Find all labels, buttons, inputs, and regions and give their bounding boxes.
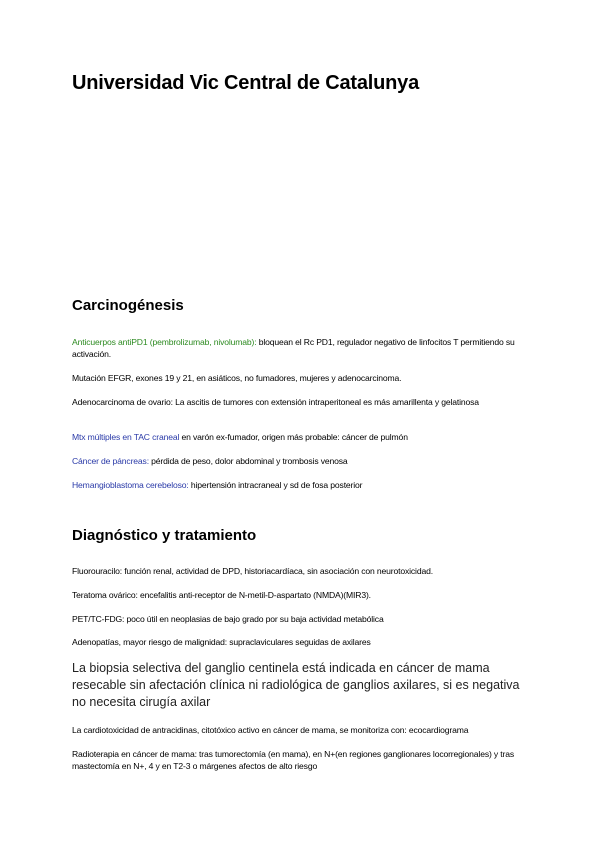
paragraph-text: Teratoma ovárico: encefalitis anti-receptor de N-metil-D-aspartato (NMDA)(MIR3). <box>72 590 371 600</box>
section-heading-diagnostico: Diagnóstico y tratamiento <box>72 527 257 544</box>
paragraph-text: La cardiotoxicidad de antracidinas, citotóxico activo en cáncer de mama, se monitoriza con: ecocardiograma <box>72 725 469 735</box>
highlighted-term: Anticuerpos antiPD1 (pembrolizumab, nivolumab): <box>72 337 257 347</box>
paragraph-text: pérdida de peso, dolor abdominal y trombosis venosa <box>148 456 348 466</box>
paragraph-text: Adenocarcinoma de ovario: La ascitis de tumores con extensión intraperitoneal es más amarillenta y gelatinosa <box>72 397 479 407</box>
paragraph <box>72 455 527 467</box>
paragraph <box>72 431 527 443</box>
highlighted-term: Cáncer de páncreas: <box>72 456 149 466</box>
paragraph-text: en varón ex-fumador, origen más probable: cáncer de pulmón <box>179 432 408 442</box>
paragraph-text: La biopsia selectiva del ganglio centinela está indicada en cáncer de mama resecable sin afectación clínica ni radiológica de ganglios axilares, si es negativa no necesita cirugía axilar <box>72 661 520 709</box>
paragraph-text: PET/TC-FDG: poco útil en neoplasias de bajo grado por su baja actividad metabólica <box>72 614 384 624</box>
paragraph-text: Fluorouracilo: función renal, actividad de DPD, historiacardíaca, sin asociación con neurotoxicidad. <box>72 566 433 576</box>
paragraph <box>72 372 527 384</box>
paragraph <box>72 565 527 577</box>
paragraph-text: Mutación EFGR, exones 19 y 21, en asiáticos, no fumadores, mujeres y adenocarcinoma. <box>72 373 402 383</box>
highlighted-term: Hemangioblastoma cerebeloso: <box>72 480 189 490</box>
paragraph-text: Adenopatías, mayor riesgo de malignidad: supraclaviculares seguidas de axilares <box>72 637 371 647</box>
page-title: Universidad Vic Central de Catalunya <box>72 72 419 94</box>
paragraph-text: hipertensión intracraneal y sd de fosa posterior <box>188 480 363 490</box>
paragraph <box>72 748 527 772</box>
paragraph-text: bloquean el Rc PD1, regulador negativo de linfocitos T permitiendo su activación. <box>72 337 515 359</box>
paragraph <box>72 589 527 601</box>
highlighted-term: Mtx múltiples en TAC craneal <box>72 432 180 442</box>
paragraph <box>72 336 527 360</box>
paragraph <box>72 636 527 648</box>
paragraph-text: Radioterapia en cáncer de mama: tras tumorectomía (en mama), en N+(en regiones ganglionares locorregionales) y tras mastectomía en N+, 4 y en T2-3 o márgenes afectos de alto riesgo <box>72 749 515 771</box>
paragraph <box>72 613 527 625</box>
paragraph <box>72 396 527 408</box>
paragraph <box>72 479 527 491</box>
paragraph-large <box>72 660 532 711</box>
section-heading-carcinogenesis: Carcinogénesis <box>72 297 184 314</box>
paragraph <box>72 724 527 736</box>
